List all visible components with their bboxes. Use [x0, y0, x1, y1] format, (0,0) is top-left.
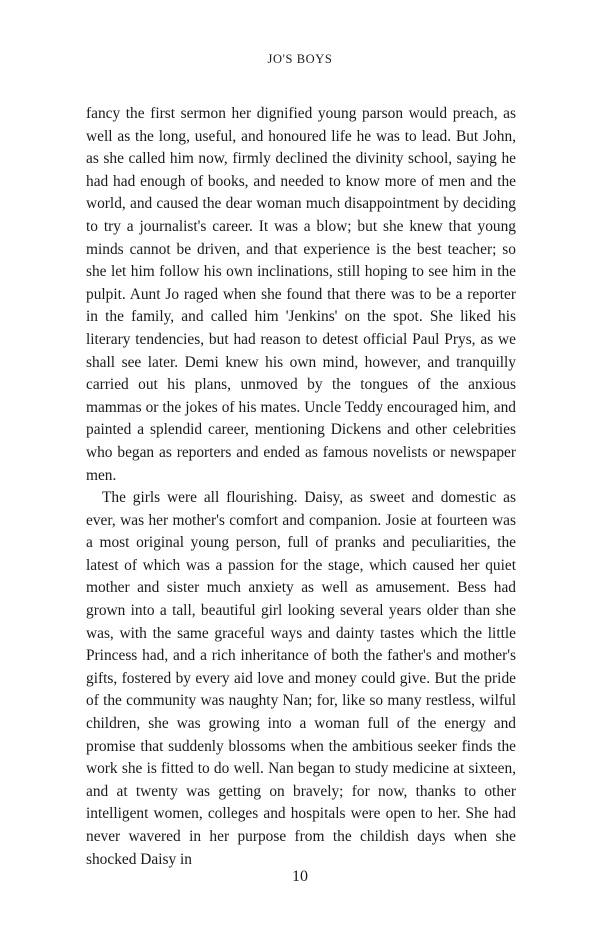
body-text: [86, 103, 516, 871]
running-header: JO'S BOYS: [267, 52, 333, 66]
paragraph: The girls were all flourishing. Daisy, as sweet and domestic as ever, was her mother's comfort and companion. Josie at fourteen was a most original young person, full of pranks and peculiarities, the latest of which was a passion for the stage, which caused her quiet mother and sister much anxiety as well as amusement. Bess had grown into a tall, beautiful girl looking several years older than she was, with the same graceful ways and dainty tastes which the little Princess had, and a rich inheritance of both the father's and mother's gifts, fostered by every aid love and money could give. But the pride of the community was naughty Nan; for, like so many restless, wilful children, she was growing into a woman full of the energy and promise that suddenly blossoms when the ambitious seeker finds the work she is fitted to do well. Nan began to study medicine at sixteen, and at twenty was getting on bravely; for now, thanks to other intelligent women, colleges and hospitals were open to her. She had never wavered in her purpose from the childish days when she shocked Daisy in: [86, 489, 516, 868]
paragraph-continued: fancy the first sermon her dignified young parson would preach, as well as the long, useful, and honoured life he was to lead. But John, as she called him now, firmly declined the divinity school, saying he had had enough of books, and needed to know more of men and the world, and caused the dear woman much disappointment by deciding to try a journalist's career. It was a blow; but she knew that young minds cannot be driven, and that experience is the best teacher; so she let him follow his own inclinations, still hoping to see him in the pulpit. Aunt Jo raged when she found that there was to be a reporter in the family, and called him 'Jenkins' on the spot. She liked his literary tendencies, but had reason to detest official Paul Prys, as we shall see later. Demi knew his own mind, however, and tranquilly carried out his plans, unmoved by the tongues of the anxious mammas or the jokes of his mates. Uncle Teddy encouraged him, and painted a splendid career, mentioning Dickens and other celebrities who began as reporters and ended as famous novelists or newspaper men.: [86, 105, 516, 484]
page-number: 10: [292, 868, 308, 885]
